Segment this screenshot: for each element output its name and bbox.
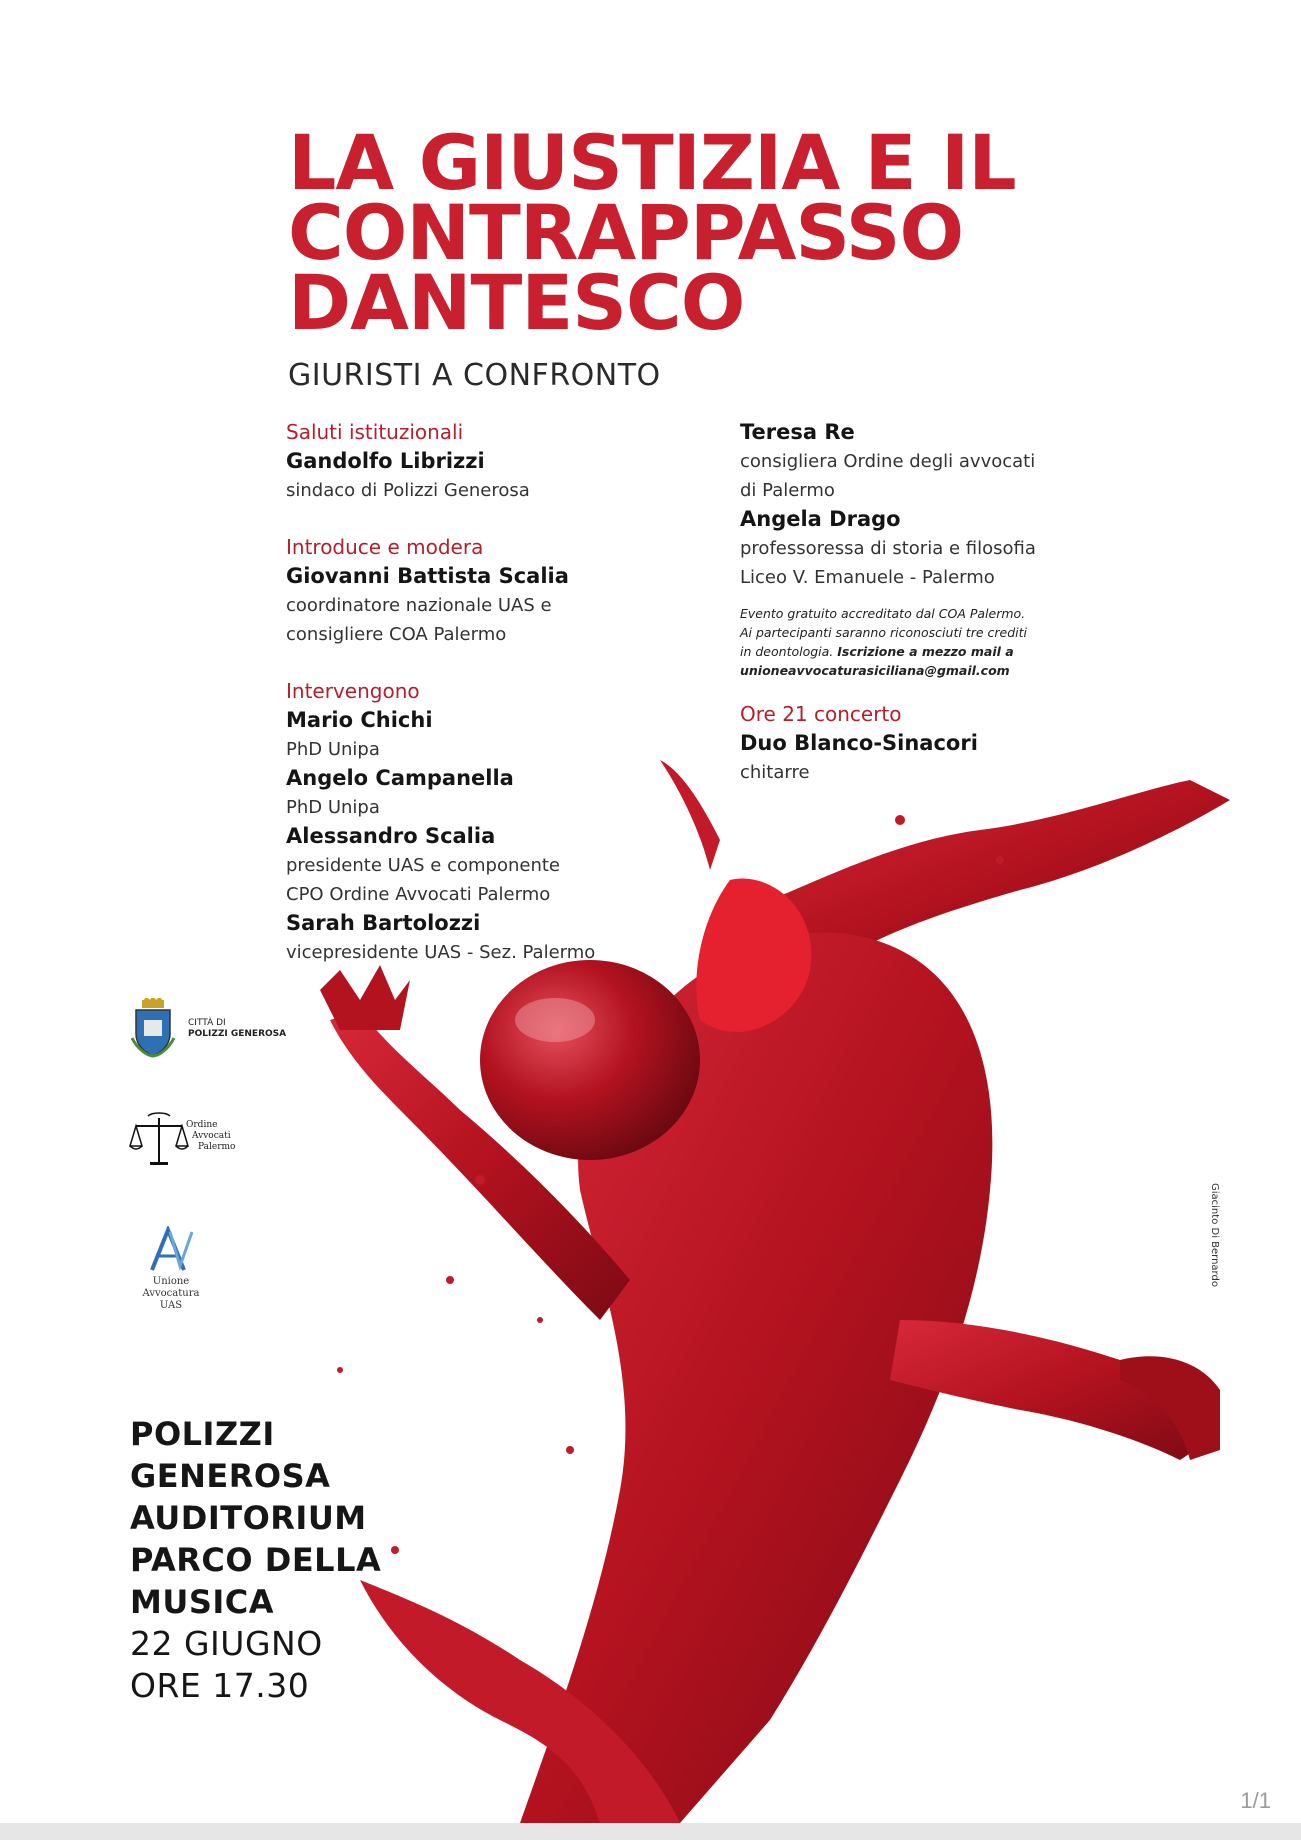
- program-right-column: [740, 418, 1060, 787]
- uas-line-2: UAS: [159, 1300, 183, 1311]
- scales-of-justice-icon: [128, 1112, 190, 1168]
- speaker-role: PhD Unipa: [286, 797, 380, 818]
- saluti-role: sindaco di Polizzi Generosa: [286, 480, 530, 501]
- venue-line-4: PARCO DELLA: [130, 1541, 382, 1579]
- coat-of-arms-icon: [128, 998, 178, 1058]
- ordine-logo-text: [186, 1120, 235, 1153]
- note-line-2: Ai partecipanti saranno riconosciuti tre crediti: [740, 625, 1027, 640]
- speaker-role: CPO Ordine Avvocati Palermo: [286, 884, 551, 905]
- speaker-name: Teresa Re: [740, 420, 855, 444]
- speaker-name: Sarah Bartolozzi: [286, 911, 481, 935]
- venue-line-1: POLIZZI: [130, 1415, 275, 1453]
- polizzi-logo: [128, 998, 298, 1058]
- page-indicator: 1/1: [1240, 1788, 1271, 1813]
- concert-role: chitarre: [740, 762, 810, 783]
- note-line-3-bold: Iscrizione a mezzo mail a: [837, 644, 1014, 659]
- viewer-bottom-strip: [0, 1823, 1301, 1840]
- venue-line-2: GENEROSA: [130, 1457, 331, 1495]
- program-left-column: [286, 418, 726, 967]
- uas-line-1: Unione Avvocatura: [142, 1276, 200, 1299]
- speaker-role: Liceo V. Emanuele - Palermo: [740, 567, 995, 588]
- speaker-name: Alessandro Scalia: [286, 824, 496, 848]
- title-line-3: DANTESCO: [288, 258, 745, 347]
- speaker-role: professoressa di storia e filosofia: [740, 538, 1036, 559]
- uas-monogram-icon: [146, 1226, 196, 1274]
- uas-logo-text: [126, 1276, 216, 1312]
- speaker-name: Mario Chichi: [286, 708, 433, 732]
- event-time: ORE 17.30: [130, 1666, 310, 1705]
- artist-credit: Giacinto Di Bernardo: [1209, 1183, 1220, 1287]
- speaker-name: Angela Drago: [740, 507, 901, 531]
- speaker-role: consigliera Ordine degli avvocati: [740, 451, 1036, 472]
- note-line-1: Evento gratuito accreditato dal COA Palermo.: [740, 606, 1026, 621]
- polizzi-logo-text: [188, 1018, 286, 1040]
- speaker-name: Angelo Campanella: [286, 766, 514, 790]
- speaker-role: di Palermo: [740, 480, 835, 501]
- ordine-line-3: Palermo: [198, 1142, 236, 1152]
- accreditation-note: [740, 604, 1060, 680]
- intervengono-label: Intervengono: [286, 679, 420, 703]
- venue-block: [130, 1413, 381, 1707]
- ordine-avvocati-logo: [128, 1112, 248, 1168]
- speaker-role: presidente UAS e componente: [286, 855, 560, 876]
- concert-label: Ore 21 concerto: [740, 702, 902, 726]
- venue-line-3: AUDITORIUM: [130, 1499, 367, 1537]
- introduce-role-line-2: consigliere COA Palermo: [286, 624, 507, 645]
- registration-email: unioneavvocaturasiciliana@gmail.com: [740, 663, 1010, 678]
- poster-title: [288, 118, 1148, 347]
- polizzi-line-2: POLIZZI GENEROSA: [188, 1029, 287, 1039]
- saluti-name: Gandolfo Librizzi: [286, 449, 485, 473]
- concert-name: Duo Blanco-Sinacori: [740, 731, 978, 755]
- venue-line-5: MUSICA: [130, 1583, 275, 1621]
- ordine-line-2: Avvocati: [192, 1131, 231, 1141]
- saluti-label: Saluti istituzionali: [286, 420, 464, 444]
- introduce-role-line-1: coordinatore nazionale UAS e: [286, 595, 552, 616]
- ordine-line-1: Ordine: [186, 1120, 218, 1130]
- poster-subtitle: GIURISTI A CONFRONTO: [288, 358, 661, 393]
- note-line-3-plain: in deontologia.: [740, 644, 838, 659]
- introduce-label: Introduce e modera: [286, 535, 484, 559]
- speaker-role: PhD Unipa: [286, 739, 380, 760]
- note-line-3: [740, 642, 1060, 661]
- title-line-2: CONTRAPPASSO: [288, 188, 964, 277]
- polizzi-line-1: CITTÀ DI: [188, 1018, 226, 1028]
- title-line-1: LA GIUSTIZIA E IL: [288, 118, 1016, 207]
- uas-logo: [126, 1226, 216, 1311]
- speaker-role: vicepresidente UAS - Sez. Palermo: [286, 942, 596, 963]
- introduce-name: Giovanni Battista Scalia: [286, 564, 569, 588]
- event-date: 22 GIUGNO: [130, 1624, 323, 1663]
